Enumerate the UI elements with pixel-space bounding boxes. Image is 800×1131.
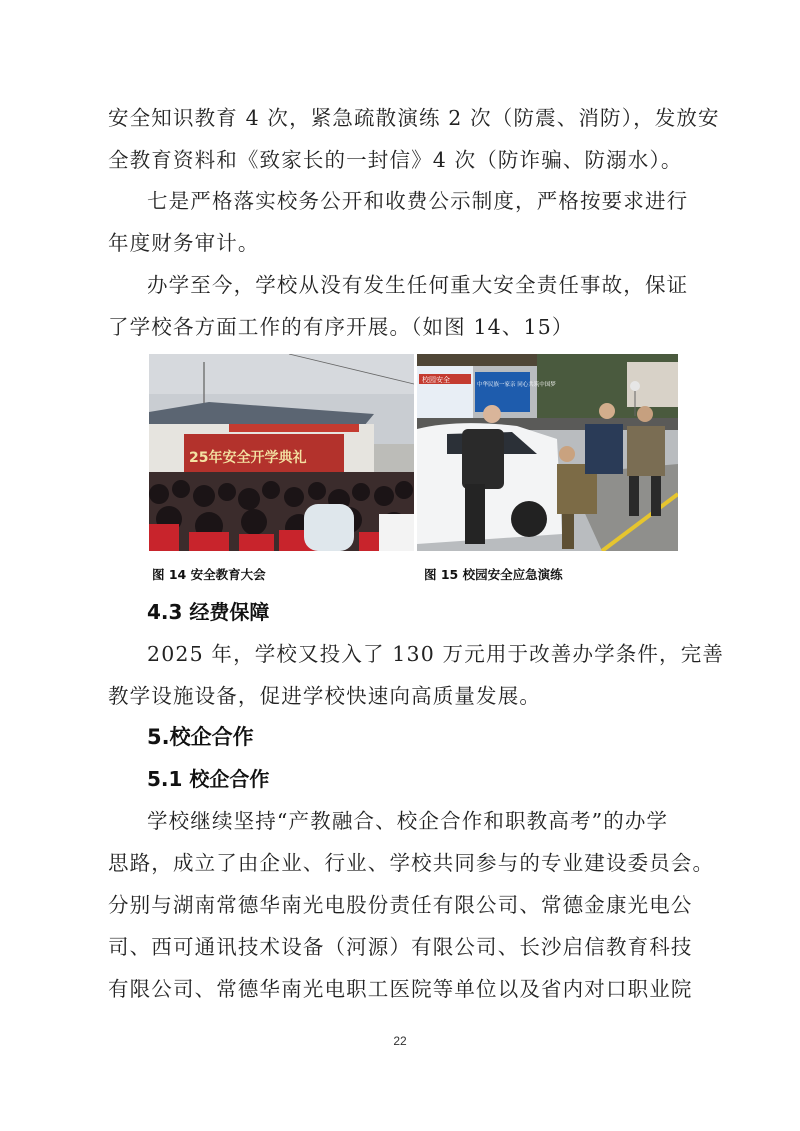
paragraph-line: 思路，成立了由企业、行业、学校共同参与的专业建设委员会。 bbox=[108, 851, 715, 875]
paragraph-line: 安全知识教育 4 次，紧急疏散演练 2 次（防震、消防），发放安 bbox=[108, 106, 720, 130]
stage-banner-text: 25年安全开学典礼 bbox=[189, 450, 307, 466]
paragraph-line: 有限公司、常德华南光电职工医院等单位以及省内对口职业院 bbox=[108, 977, 693, 1001]
paragraph-line: 七是严格落实校务公开和收费公示制度，严格按要求进行 bbox=[147, 189, 689, 213]
figure-15-caption: 图 15 校园安全应急演练 bbox=[424, 567, 563, 582]
figure-14-photo bbox=[149, 354, 414, 551]
paragraph-line: 2025 年，学校又投入了 130 万元用于改善办学条件，完善 bbox=[147, 642, 724, 666]
section-heading: 5.校企合作 bbox=[147, 725, 254, 749]
figure-14-caption: 图 14 安全教育大会 bbox=[152, 567, 266, 582]
figure-15-photo bbox=[417, 354, 678, 551]
paragraph-line: 年度财务审计。 bbox=[108, 231, 260, 255]
paragraph-line: 了学校各方面工作的有序开展。（如图 14、15） bbox=[108, 315, 574, 339]
paragraph-line: 学校继续坚持“产教融合、校企合作和职教高考”的办学 bbox=[147, 809, 669, 833]
blue-sign-text: 中华民族一家亲 同心共筑中国梦 bbox=[477, 382, 556, 388]
paragraph-line: 分别与湖南常德华南光电股份责任有限公司、常德金康光电公 bbox=[108, 893, 693, 917]
paragraph-line: 司、西可通讯技术设备（河源）有限公司、长沙启信教育科技 bbox=[108, 935, 693, 959]
page-number: 22 bbox=[393, 1034, 407, 1048]
paragraph-line: 全教育资料和《致家长的一封信》4 次（防诈骗、防溺水）。 bbox=[108, 148, 683, 172]
notice-board-text: 校园安全 bbox=[422, 376, 450, 384]
paragraph-line: 办学至今，学校从没有发生任何重大安全责任事故，保证 bbox=[147, 273, 689, 297]
section-heading: 4.3 经费保障 bbox=[147, 600, 270, 624]
paragraph-line: 教学设施设备，促进学校快速向高质量发展。 bbox=[108, 684, 541, 708]
subsection-heading: 5.1 校企合作 bbox=[147, 767, 270, 791]
